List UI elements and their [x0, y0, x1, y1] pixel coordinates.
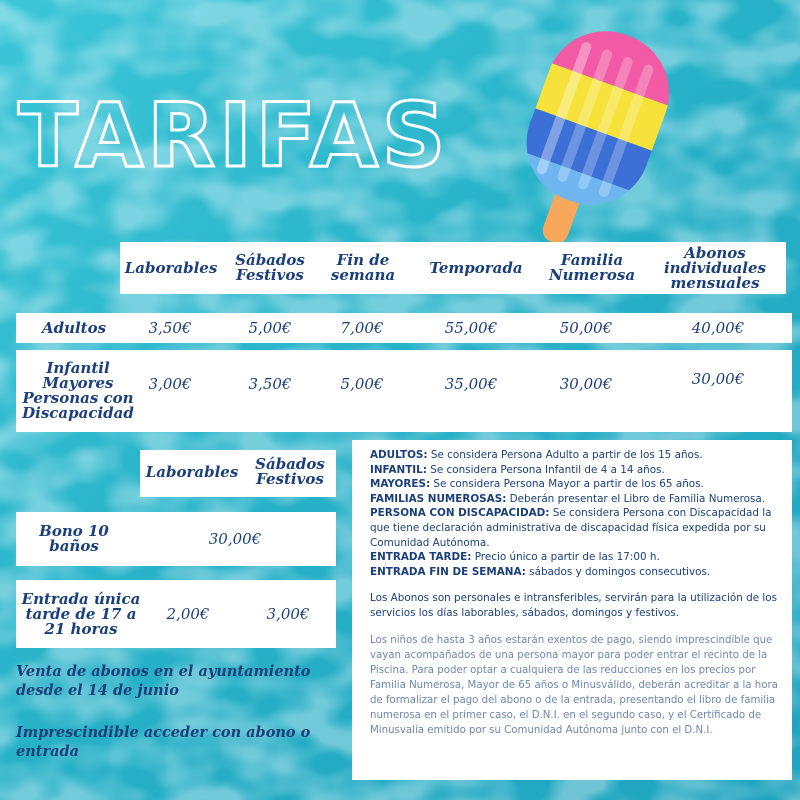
header-temporada: Temporada: [429, 258, 523, 277]
price-adultos-sabados: 5,00€: [248, 319, 292, 337]
price-infantil-abonos: 30,00€: [691, 370, 745, 388]
small-header-laborables: Laborables: [145, 462, 239, 481]
price-tarde-sabados: 3,00€: [266, 605, 310, 623]
price-adultos-fin-semana: 7,00€: [340, 319, 384, 337]
definition-mayores: MAYORES: Se considera Persona Mayor a partir de los 65 años.: [370, 478, 704, 491]
abonos-note: Los Abonos son personales e intransferibles, servirán para la utilización de los servicios los días laborables, sábados, domingos y festivos.: [370, 592, 778, 619]
definition-familias: FAMILIAS NUMEROSAS: Deberán presentar el Libro de Familia Numerosa.: [370, 492, 766, 505]
popsicle-icon: [468, 20, 698, 260]
price-infantil-fin-semana: 5,00€: [340, 375, 384, 393]
price-infantil-laborables: 3,00€: [148, 375, 192, 393]
price-infantil-familia: 30,00€: [559, 375, 613, 393]
info-panel: [352, 440, 792, 780]
price-adultos-familia: 50,00€: [559, 319, 613, 337]
small-header-sabados-festivos: Sábados Festivos: [255, 455, 325, 488]
header-laborables: Laborables: [124, 258, 218, 277]
header-abonos-mensuales: Abonos individuales mensuales: [663, 243, 766, 292]
price-infantil-temporada: 35,00€: [444, 375, 498, 393]
header-sabados-festivos: Sábados Festivos: [235, 251, 305, 284]
definition-entrada-tarde: ENTRADA TARDE: Precio único a partir de las 17:00 h.: [370, 551, 660, 564]
row-label-infantil: Infantil Mayores Personas con Discapacidad: [22, 359, 134, 422]
header-familia-numerosa: Familia Numerosa: [548, 251, 636, 284]
page-title: TARIFAS: [18, 84, 450, 187]
row-label-bono: Bono 10 baños: [39, 522, 109, 555]
header-fin-de-semana: Fin de semana: [330, 251, 396, 284]
venta-abonos-text: Venta de abonos en el ayuntamiento desde el 14 de junio: [16, 663, 311, 699]
definition-discapacidad: PERSONA CON DISCAPACIDAD: Se considera Persona con Discapacidad la que tiene declaración administrativa de discapacidad física expedida por su Comunidad Autónoma.: [370, 507, 772, 549]
price-adultos-abonos: 40,00€: [691, 319, 745, 337]
price-adultos-temporada: 55,00€: [444, 319, 498, 337]
price-tarde-laborables: 2,00€: [166, 605, 210, 623]
price-adultos-laborables: 3,50€: [148, 319, 192, 337]
row-label-adultos: Adultos: [41, 318, 107, 337]
acceso-text: Imprescindible acceder con abono o entrada: [16, 724, 311, 760]
definition-fin-semana: ENTRADA FIN DE SEMANA: sábados y domingos consecutivos.: [370, 565, 711, 578]
fine-print: Los niños de hasta 3 años estarán exentos de pago, siendo imprescindible que vayan acompañados de una persona mayor para poder entrar el recinto de la Piscina. Para poder optar a cualquiera de las reducciones en los precios por Familia Numerosa, Mayor de 65 años o Minusválido, deberán acreditar a la hora de formalizar el pago del abono o de la entrada, presentando el libro de familia numerosa en el primer caso, el D.N.I. en el segundo caso, y el Certificado de Minusvalía emitido por su Comunidad Autónoma junto con el D.N.I.: [370, 634, 778, 736]
definition-adultos: ADULTOS: Se considera Persona Adulto a partir de los 15 años.: [370, 449, 703, 461]
price-bono: 30,00€: [208, 530, 262, 548]
definition-infantil: INFANTIL: Se considera Persona Infantil de 4 a 14 años.: [370, 463, 665, 476]
price-infantil-sabados: 3,50€: [248, 375, 292, 393]
row-label-entrada-tarde: Entrada única tarde de 17 a 21 horas: [21, 589, 141, 638]
